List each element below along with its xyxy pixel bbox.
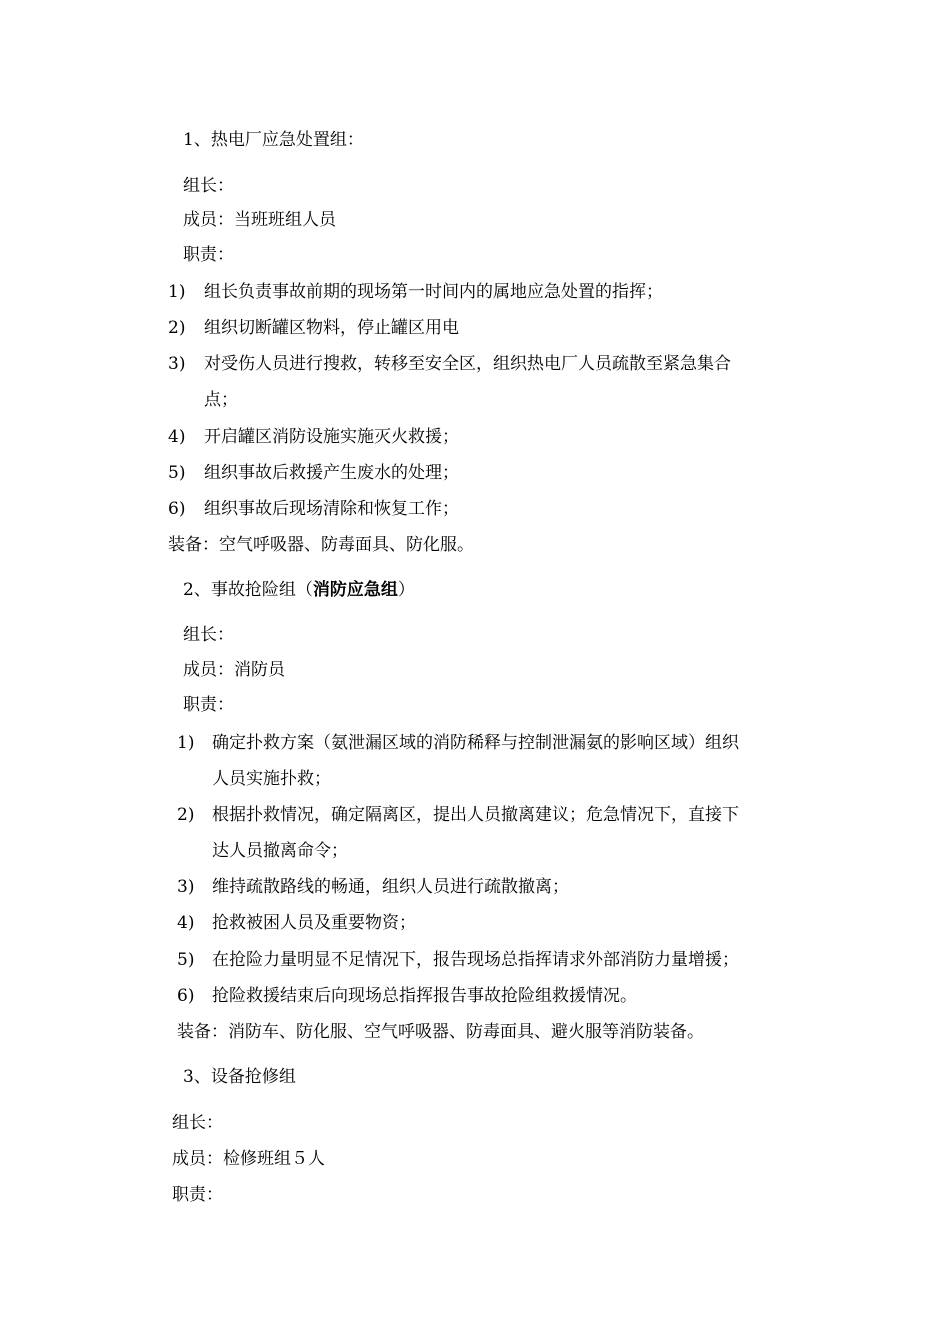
section1-duty-4-num: 4) [168, 427, 186, 447]
section2-duty-3-num: 3) [177, 877, 195, 897]
section2-title [183, 580, 415, 600]
section2-duty-1-num: 1) [177, 733, 195, 753]
section1-duty-6: 组织事故后现场清除和恢复工作； [204, 499, 459, 519]
section2-title-prefix: 2、事故抢险组（ [183, 580, 313, 600]
section1-duty-3-cont: 点； [204, 390, 238, 410]
section2-duty-6-num: 6) [177, 986, 195, 1006]
section3-title: 3、设备抢修组 [183, 1067, 296, 1087]
section1-equipment: 装备：空气呼吸器、防毒面具、防化服。 [168, 535, 474, 555]
section1-title: 1、热电厂应急处置组： [183, 130, 364, 150]
section2-duty-2-num: 2) [177, 805, 195, 825]
section2-duties-label: 职责： [183, 695, 234, 715]
section2-members: 成员：消防员 [183, 660, 285, 680]
section1-duty-1: 组长负责事故前期的现场第一时间内的属地应急处置的指挥； [204, 282, 663, 302]
section2-duty-5-num: 5) [177, 950, 195, 970]
section1-duty-6-num: 6) [168, 499, 186, 519]
section1-leader: 组长： [183, 176, 234, 196]
section1-duty-2: 组织切断罐区物料，停止罐区用电 [204, 318, 459, 338]
section2-duty-5: 在抢险力量明显不足情况下，报告现场总指挥请求外部消防力量增援； [212, 950, 739, 970]
section2-title-bold: 消防应急组 [312, 580, 398, 600]
section2-duty-1: 确定扑救方案（氨泄漏区域的消防稀释与控制泄漏氨的影响区域）组织 [212, 733, 739, 753]
section1-duty-1-num: 1) [168, 282, 186, 302]
section2-duty-4-num: 4) [177, 913, 195, 933]
section2-duty-4: 抢救被困人员及重要物资； [212, 913, 416, 933]
section1-duty-3-num: 3) [168, 354, 186, 374]
section1-duty-5-num: 5) [168, 463, 186, 483]
section2-duty-3: 维持疏散路线的畅通，组织人员进行疏散撤离； [212, 877, 569, 897]
section1-duty-5: 组织事故后救援产生废水的处理； [204, 463, 459, 483]
section2-leader: 组长： [183, 625, 234, 645]
section2-duty-6: 抢险救援结束后向现场总指挥报告事故抢险组救援情况。 [212, 986, 637, 1006]
section1-duty-3: 对受伤人员进行搜救，转移至安全区，组织热电厂人员疏散至紧急集合 [204, 354, 731, 374]
section1-members: 成员：当班班组人员 [183, 210, 336, 230]
section1-duty-4: 开启罐区消防设施实施灭火救援； [204, 427, 459, 447]
section2-duty-2-cont: 达人员撤离命令； [212, 841, 348, 861]
section3-members: 成员：检修班组５人 [172, 1149, 325, 1169]
section2-duty-1-cont: 人员实施扑救； [212, 769, 331, 789]
section1-duty-2-num: 2) [168, 318, 186, 338]
section3-leader: 组长： [172, 1113, 223, 1133]
section3-duties-label: 职责： [172, 1185, 223, 1205]
section2-duty-2: 根据扑救情况，确定隔离区，提出人员撤离建议；危急情况下，直接下 [212, 805, 739, 825]
section2-title-suffix: ） [397, 580, 415, 600]
section2-equipment: 装备：消防车、防化服、空气呼吸器、防毒面具、避火服等消防装备。 [177, 1022, 704, 1042]
section1-duties-label: 职责： [183, 245, 234, 265]
